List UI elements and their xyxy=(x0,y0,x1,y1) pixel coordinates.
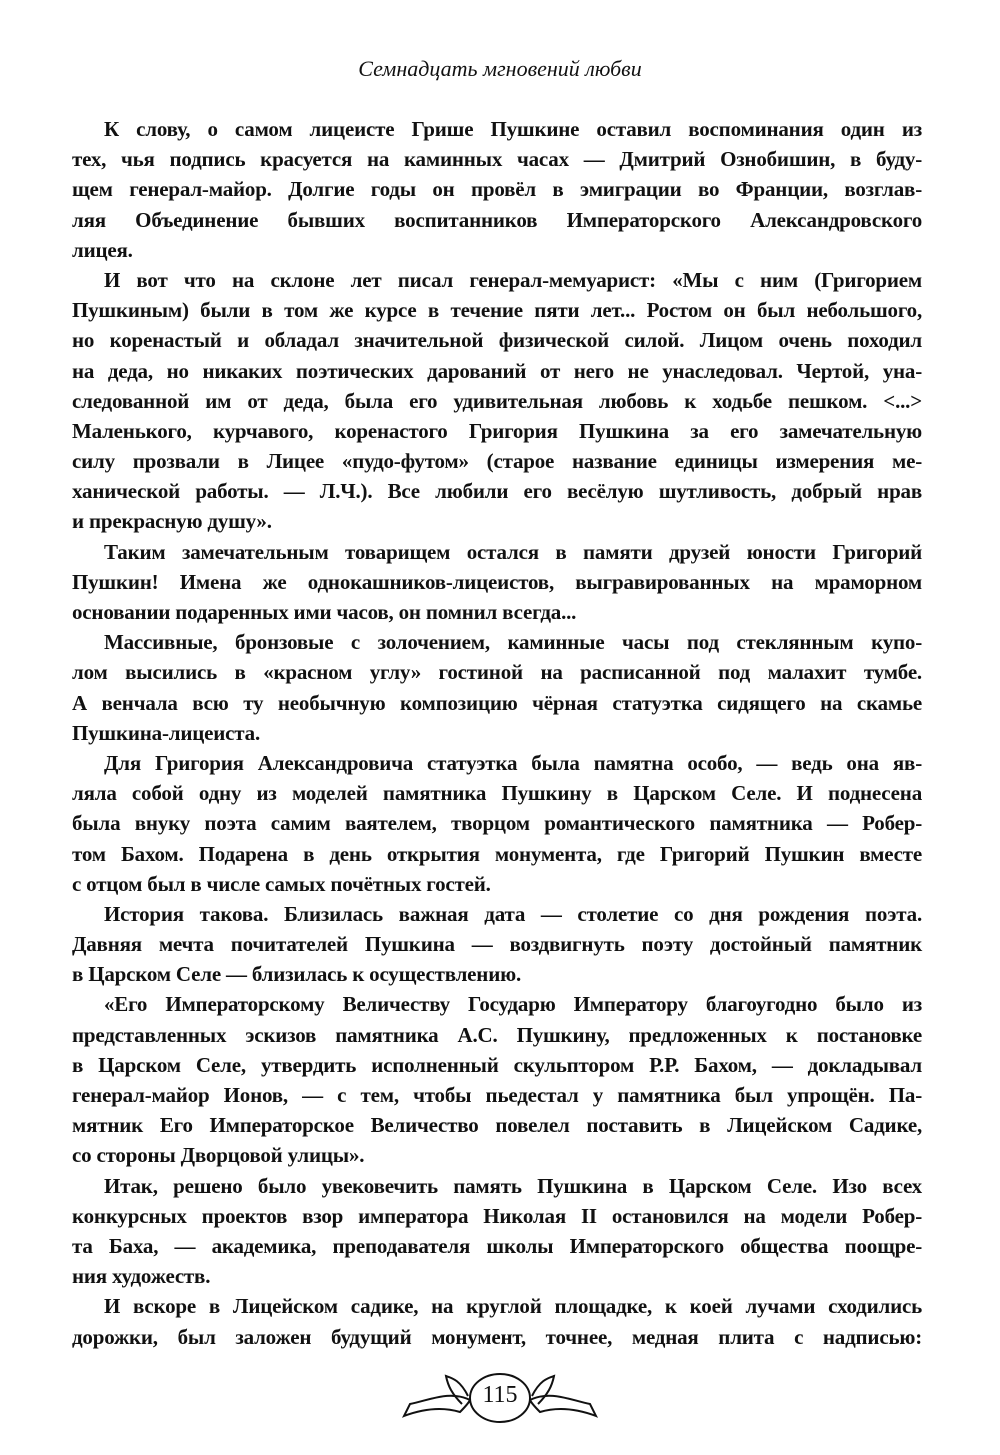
text-line: конкурсных проектов взор императора Николая II остановился на модели Робер- xyxy=(72,1203,922,1228)
text-line: лицея. xyxy=(72,237,133,262)
text-line: История такова. Близилась важная дата — столетие со дня рождения поэта. xyxy=(104,901,922,926)
text-line: в Царском Селе, утвердить исполненный скульптором Р.Р. Бахом, — докладывал xyxy=(72,1052,922,1077)
text-line: ляла собой одну из моделей памятника Пушкину в Царском Селе. И поднесена xyxy=(72,781,922,806)
paragraph xyxy=(72,627,922,748)
running-header: Семнадцать мгновений любви xyxy=(358,56,642,81)
text-line: силу прозвали в Лицее «пудо-футом» (старое название единицы измерения ме- xyxy=(72,449,922,474)
paragraph xyxy=(72,989,922,1170)
text-line: «Его Императорскому Величеству Государю Императору благоугодно было из xyxy=(104,992,922,1017)
text-line: Пушкин! Имена же однокашников-лицеистов, выгравированных на мраморном xyxy=(72,569,922,594)
text-line: с отцом был в числе самых почётных гостей. xyxy=(72,871,491,896)
paragraph xyxy=(72,114,922,265)
text-line: со стороны Дворцовой улицы». xyxy=(72,1143,365,1168)
text-line: дорожки, был заложен будущий монумент, точнее, медная плита с надписью: xyxy=(72,1324,922,1349)
paragraph xyxy=(72,265,922,537)
text-line: следованной им от деда, была его удивительная любовь к ходьбе пешком. <...> xyxy=(72,388,922,413)
page-number-ornament xyxy=(390,1370,610,1440)
paragraph xyxy=(72,899,922,990)
text-line: ния художеств. xyxy=(72,1264,211,1289)
text-line: Для Григория Александровича статуэтка была памятна особо, — ведь она яв- xyxy=(104,750,922,775)
text-line: И вот что на склоне лет писал генерал-мемуарист: «Мы с ним (Григорием xyxy=(104,267,922,292)
text-line: Маленького, курчавого, коренастого Григория Пушкина за его замечательную xyxy=(72,418,922,443)
text-line: в Царском Селе — близилась к осуществлению. xyxy=(72,962,522,987)
paragraph xyxy=(72,748,922,899)
text-line: мятник Его Императорское Величество повелел поставить в Лицейском Садике, xyxy=(72,1113,922,1138)
text-line: Массивные, бронзовые с золочением, каминные часы под стеклянным купо- xyxy=(104,630,922,655)
text-line: была внуку поэта самим ваятелем, творцом романтического памятника — Робер- xyxy=(72,811,922,836)
text-line: представленных эскизов памятника А.С. Пушкину, предложенных к постановке xyxy=(72,1022,922,1047)
text-line: том Бахом. Подарена в день открытия монумента, где Григорий Пушкин вместе xyxy=(72,841,922,866)
text-line: А венчала всю ту необычную композицию чёрная статуэтка сидящего на скамье xyxy=(72,690,922,715)
text-line: Таким замечательным товарищем остался в памяти друзей юности Григорий xyxy=(104,539,922,564)
text-line: лом высились в «красном углу» гостиной на расписанной под малахит тумбе. xyxy=(72,660,922,685)
text-line: но коренастый и обладал значительной физической силой. Лицом очень походил xyxy=(72,328,922,353)
text-line: тех, чья подпись красуется на каминных часах — Дмитрий Ознобишин, в буду- xyxy=(72,147,922,172)
text-line: на деда, но никаких поэтических дарований от него не унаследовал. Чертой, уна- xyxy=(72,358,922,383)
text-line: И вскоре в Лицейском садике, на круглой площадке, к коей лучами сходились xyxy=(104,1294,922,1319)
text-line: и прекрасную душу». xyxy=(72,509,272,534)
text-line: генерал-майор Ионов, — с тем, чтобы пьедестал у памятника был упрощён. Па- xyxy=(72,1083,922,1107)
text-line: Пушкина-лицеиста. xyxy=(72,720,260,745)
page-number: 115 xyxy=(482,1382,518,1408)
text-line: основании подаренных ими часов, он помнил всегда... xyxy=(72,600,577,624)
text-line: Итак, решено было увековечить память Пушкина в Царском Селе. Изо всех xyxy=(104,1173,922,1198)
text-line: Давняя мечта почитателей Пушкина — воздвигнуть поэту достойный памятник xyxy=(72,932,922,957)
text-line: Пушкиным) были в том же курсе в течение пяти лет... Ростом он был небольшого, xyxy=(72,298,922,323)
text-line: та Баха, — академика, преподавателя школы Императорского общества поощре- xyxy=(72,1233,922,1258)
text-line: ляя Объединение бывших воспитанников Императорского Александровского xyxy=(72,207,922,232)
text-line: ханической работы. — Л.Ч.). Все любили его весёлую шутливость, добрый нрав xyxy=(72,479,922,504)
paragraph xyxy=(72,1291,922,1351)
paragraph xyxy=(72,1171,922,1292)
body-text xyxy=(72,114,922,1352)
text-line: К слову, о самом лицеисте Грише Пушкине оставил воспоминания один из xyxy=(104,117,922,141)
text-line: щем генерал-майор. Долгие годы он провёл в эмиграции во Франции, возглав- xyxy=(72,177,922,202)
paragraph xyxy=(72,537,922,628)
